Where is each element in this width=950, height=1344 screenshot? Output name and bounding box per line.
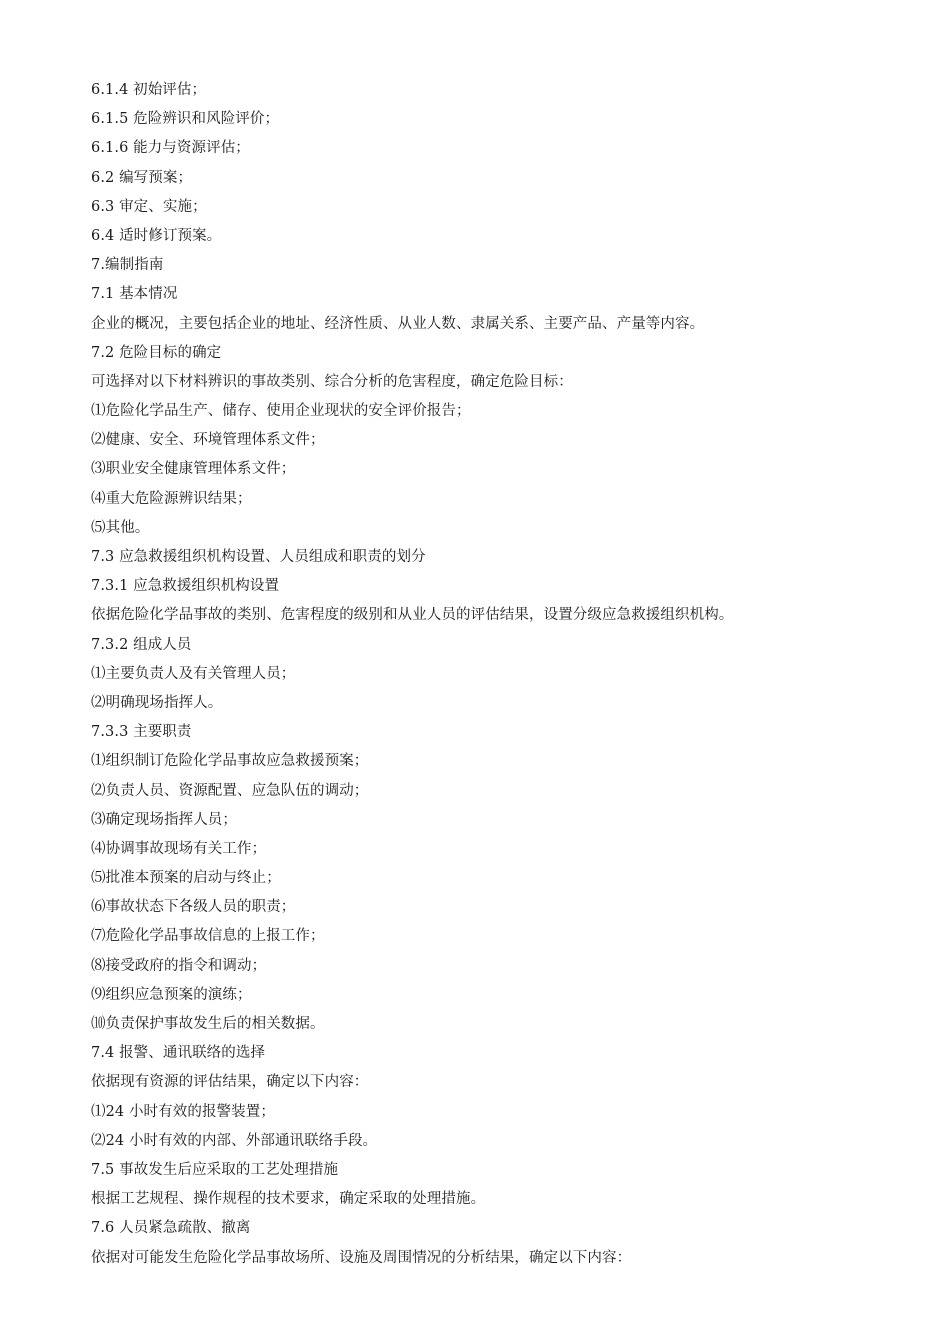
item-6-2: 6.2 编写预案； xyxy=(91,169,193,186)
list-item: ⑽负责保护事故发生后的相关数据。 xyxy=(91,1016,325,1032)
list-item: ⑺危险化学品事故信息的上报工作； xyxy=(91,928,325,945)
list-item: ⑵负责人员、资源配置、应急队伍的调动； xyxy=(91,782,369,799)
item-6-4: 6.4 适时修订预案。 xyxy=(91,227,222,244)
list-item: ⑻接受政府的指令和调动； xyxy=(91,957,267,974)
item-6-1-5: 6.1.5 危险辨识和风险评价； xyxy=(91,111,280,128)
item-6-1-6: 6.1.6 能力与资源评估； xyxy=(91,140,250,157)
list-item: ⑴主要负责人及有关管理人员； xyxy=(91,665,296,682)
list-item: ⑹事故状态下各级人员的职责； xyxy=(91,899,296,916)
paragraph-7-2: 可选择对以下材料辨识的事故类别、综合分析的危害程度，确定危险目标： xyxy=(91,373,573,390)
list-item: ⑼组织应急预案的演练； xyxy=(91,986,252,1003)
list-item: ⑴24 小时有效的报警装置； xyxy=(91,1103,275,1120)
list-item: ⑷协调事故现场有关工作； xyxy=(91,840,267,857)
list-item: ⑴危险化学品生产、储存、使用企业现状的安全评价报告； xyxy=(91,403,471,420)
list-item: ⑷重大危险源辨识结果； xyxy=(91,490,252,507)
list-item: ⑵健康、安全、环境管理体系文件； xyxy=(91,432,325,449)
paragraph-7-6: 依据对可能发生危险化学品事故场所、设施及周围情况的分析结果，确定以下内容： xyxy=(91,1249,632,1266)
paragraph-7-5: 根据工艺规程、操作规程的技术要求，确定采取的处理措施。 xyxy=(91,1191,486,1208)
list-item: ⑸批准本预案的启动与终止； xyxy=(91,870,281,887)
paragraph-7-4: 依据现有资源的评估结果，确定以下内容： xyxy=(91,1074,369,1091)
paragraph-7-3-1: 依据危险化学品事故的类别、危害程度的级别和从业人员的评估结果，设置分级应急救援组织机构。 xyxy=(91,607,734,624)
item-6-1-4: 6.1.4 初始评估； xyxy=(91,82,207,98)
paragraph-7-1: 企业的概况，主要包括企业的地址、经济性质、从业人数、隶属关系、主要产品、产量等内容。 xyxy=(91,315,705,332)
list-item: ⑶确定现场指挥人员； xyxy=(91,811,237,828)
section-heading-7-2: 7.2 危险目标的确定 xyxy=(91,344,222,361)
section-heading-7-3-2: 7.3.2 组成人员 xyxy=(91,636,192,653)
list-item: ⑶职业安全健康管理体系文件； xyxy=(91,461,296,478)
section-heading-7-4: 7.4 报警、通讯联络的选择 xyxy=(91,1045,266,1062)
section-heading-7-3: 7.3 应急救援组织机构设置、人员组成和职责的划分 xyxy=(91,549,426,565)
list-item: ⑴组织制订危险化学品事故应急救援预案； xyxy=(91,753,369,770)
section-heading-7: 7.编制指南 xyxy=(91,257,164,274)
document-body xyxy=(91,76,891,1273)
section-heading-7-5: 7.5 事故发生后应采取的工艺处理措施 xyxy=(91,1161,339,1178)
section-heading-7-3-1: 7.3.1 应急救援组织机构设置 xyxy=(91,578,280,595)
section-heading-7-1: 7.1 基本情况 xyxy=(91,286,178,303)
item-6-3: 6.3 审定、实施； xyxy=(91,198,207,215)
section-heading-7-3-3: 7.3.3 主要职责 xyxy=(91,724,192,741)
list-item: ⑸其他。 xyxy=(91,519,150,536)
list-item: ⑵明确现场指挥人。 xyxy=(91,694,223,711)
list-item: ⑵24 小时有效的内部、外部通讯联络手段。 xyxy=(91,1132,378,1149)
section-heading-7-6: 7.6 人员紧急疏散、撤离 xyxy=(91,1220,251,1237)
